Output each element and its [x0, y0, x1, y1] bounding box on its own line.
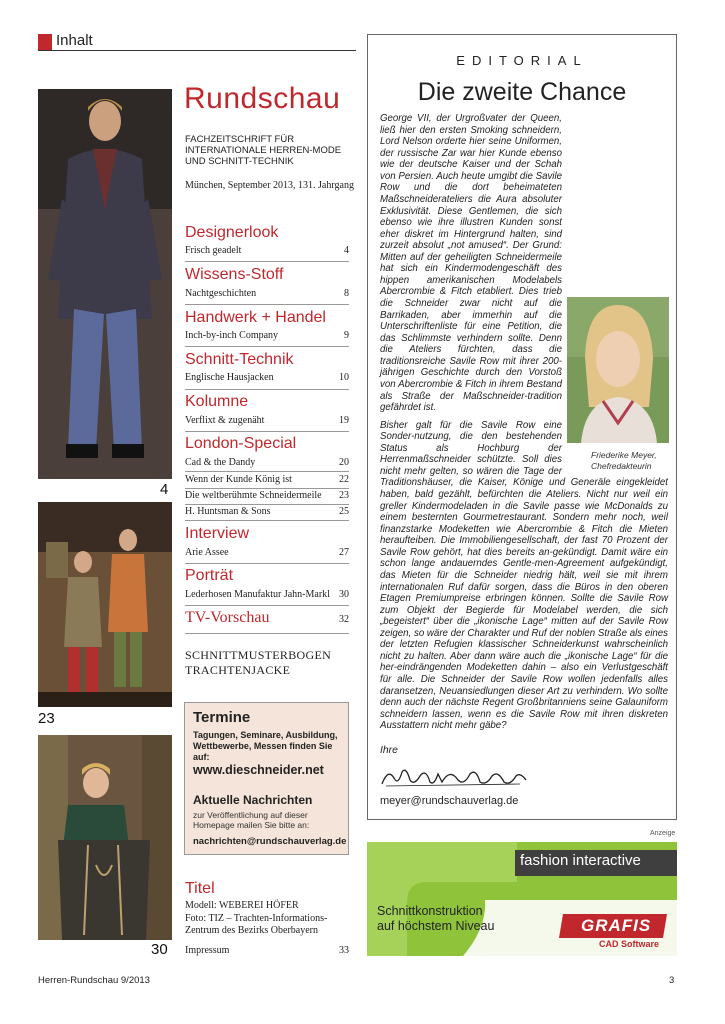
events-website-link[interactable]: www.dieschneider.net	[193, 763, 324, 777]
cover-credit-heading: Titel	[185, 880, 215, 897]
toc-entry[interactable]	[185, 547, 349, 558]
events-heading: Termine	[193, 709, 251, 726]
cover-credit-line: Foto: TIZ – Trachten-Informations-	[185, 912, 328, 924]
advertisement-banner[interactable]	[367, 842, 677, 956]
ad-tagline	[377, 904, 494, 934]
editorial-title: Die zweite Chance	[417, 78, 627, 106]
toc-entry-title: Verflixt & zugenäht	[185, 415, 265, 426]
toc-entry-page: 10	[339, 372, 349, 383]
toc-rule	[185, 261, 349, 262]
footer-publication: Herren-Rundschau 9/2013	[38, 975, 150, 986]
toc-section-heading[interactable]: Porträt	[185, 567, 234, 584]
news-text: zur Veröffentlichung auf dieser Homepage mailen Sie bitte an:	[193, 810, 310, 830]
editor-name: Friederike Meyer,	[591, 450, 657, 460]
toc-entry[interactable]	[185, 457, 349, 468]
editorial-paragraph: Bisher galt für die Savile Row eine Sonder-nutzung, die den bestehenden Status als Hochburg der Herrenmaßschneider schützte. Soll dies nicht mehr gelten, so wären die Tage der Traditionshäuser, die Kaiser, Könige und Generäle eingekleidet haben, bald gezählt, befürchten die Ateliers. Nicht nur weil ein greller Kindermodeladen in die Savile passe wie McDonalds zu einem besternten Gourmetrestaurant. Sondern mehr noch, weil finanzstarke Modeketten wie Abercrombie & Fitch die Mieten heraufteiben. Die Immobiliengesellschaft, der fast 70 Prozent der Savile Row gehört, hat dies bereits an-gekündigt. Damit wäre ein schon lange andauerndes Gentle-men-Agreement aufgekündigt, das Mieten für die Schneider niedrig hält, weil sie mit ihrem internationalen Ruf dafür sorgen, dass die Büros in den oberen Etagen Premiumpreise erbringen können. Sollte die Savile Row zum Objekt der Begierde für Modelabel werden, die sich „begeistert“ über die „ikonische Lage“ mitten auf der Savile Row zeigen, so wäre der Charakter und Ruf der noblen Straße als eines der letzten Refugien klassischer Schneiderkunst wahrscheinlich nicht zu halten. Aber dann wäre auch die „ikonische Lage“ für die her-eindrängenden Modeketten dahin – also ein Verlustgeschäft für alle. Die Schneider der Savile Row wollen jedenfalls alles daransetzen, Neuansiedlungen dieser Art zu verhindern. Wo sollte denn auch der nächste Regent Großbritanniens seine Galauniform schneidern lassen, wenn es die Savile Row mit ihren diskreten Ausstattern nicht mehr gäbe?	[380, 419, 668, 732]
toc-rule	[185, 346, 349, 347]
toc-rule	[185, 488, 349, 489]
toc-entry-title: Wenn der Kunde König ist	[185, 474, 292, 485]
editorial-kicker: EDITORIAL	[456, 53, 588, 68]
toc-entry-page: 8	[344, 288, 349, 299]
editorial-paragraph: George VII, der Urgroßvater der Queen, ließ hier den ersten Smoking schneidern, Lord Nelson orderte hier seine Uniformen, der russische Zar war hier Kunde ebenso wie der deutsche Kaiser und der Schah von Persien. Auch heute umgibt die Savile Row und die dort beheimateten Maßschneiderateliers die Aura absoluter Exklusivität. Diese Gentlemen, die sich ebenso wie ihre illustren Kunden sonst eher diskret im Hintergrund halten, sind zurzeit absolut „not amused“. Der Grund: Mitten auf der geheiligten Schneidermeile hat sich ein Kindermodengeschäft des hippen amerikanischen Modelabels Abercrombie & Fitch etabliert. Dies trieb die Schneider zwar nicht auf die Barrikaden, aber immerhin auf die Unterschriftenliste für eine Petition, die das Schlimmste verhindern sollte. Denn die Ateliers fürchten, dass die traditionsreiche Savile Row mit ihrer 200-jährigen Geschichte durch den Vorstoß von Abercrombie & Fitch in ihrem Bestand als Straße der Maßschneider-tradition gefährdet ist.	[380, 113, 562, 414]
toc-section-heading[interactable]: Schnitt-Technik	[185, 351, 294, 368]
toc-section-heading: TV-Vorschau	[185, 609, 270, 626]
toc-entry-title: Frisch geadelt	[185, 245, 242, 256]
toc-rule	[185, 471, 349, 472]
toc-entry-page: 25	[339, 506, 349, 517]
editorial-closing: Ihre	[380, 745, 398, 756]
photo-page-label: 30	[151, 941, 168, 958]
toc-entry[interactable]	[185, 474, 349, 485]
toc-entry[interactable]	[185, 245, 349, 256]
toc-entry[interactable]	[185, 288, 349, 299]
toc-rule	[185, 304, 349, 305]
toc-entry-page: 23	[339, 490, 349, 501]
toc-entry[interactable]	[185, 415, 349, 426]
toc-entry-page: 30	[339, 589, 349, 600]
cover-credit-line: Zentrum des Bezirks Oberbayern	[185, 925, 319, 936]
toc-entry-title: Inch-by-inch Company	[185, 330, 279, 341]
toc-section-heading[interactable]: Handwerk + Handel	[185, 309, 326, 326]
toc-section-heading[interactable]: London-Special	[185, 435, 297, 452]
pattern-sheet-note[interactable]	[185, 648, 331, 678]
magazine-subtitle: FACHZEITSCHRIFT FÜR INTERNATIONALE HERREN-MODE UND SCHNITT-TECHNIK	[185, 134, 342, 167]
toc-entry[interactable]	[185, 589, 349, 600]
toc-entry-page: 27	[339, 547, 349, 558]
toc-section-heading[interactable]: Wissens-Stoff	[185, 266, 284, 283]
cover-credit-text	[185, 900, 350, 938]
toc-entry-page: 20	[339, 457, 349, 468]
toc-entry-title: Die weltberühmte Schneidermeile	[185, 490, 322, 501]
toc-entry[interactable]	[185, 609, 349, 634]
toc-entry-title: Nachtgeschichten	[185, 288, 257, 299]
toc-entry-page: 22	[339, 474, 349, 485]
events-subheading: Tagungen, Seminare, Ausbildung, Wettbewerbe, Messen finden Sie auf:	[193, 730, 338, 762]
photo-page-label: 23	[38, 710, 55, 727]
editor-caption	[591, 450, 657, 472]
section-label: Inhalt	[56, 32, 93, 49]
toc-entry-title: Englische Hausjacken	[185, 372, 274, 383]
impressum-label: Impressum	[185, 945, 230, 956]
portrait-wrap-spacer	[562, 293, 668, 475]
photo-page-label: 4	[160, 481, 169, 498]
events-box	[184, 702, 349, 855]
toc-entry[interactable]	[185, 506, 349, 517]
toc-entry-title: Cad & the Dandy	[185, 457, 256, 468]
toc-entry-page: 19	[339, 415, 349, 426]
toc-section-heading[interactable]: Designerlook	[185, 224, 279, 241]
toc-entry-title: Lederhosen Manufaktur Jahn-Markl	[185, 589, 330, 600]
toc-entry-title: Arie Assee	[185, 547, 229, 558]
news-email-link[interactable]: nachrichten@rundschauverlag.de	[193, 836, 347, 847]
ad-banner-title: fashion interactive	[520, 852, 641, 869]
toc-rule	[185, 520, 349, 521]
editor-role: Chefredakteurin	[591, 461, 652, 471]
issue-line: München, September 2013, 131. Jahrgang	[185, 180, 354, 191]
toc-entry-page: 9	[344, 330, 349, 341]
toc-section-heading[interactable]: Kolumne	[185, 393, 249, 410]
news-heading: Aktuelle Nachrichten	[193, 793, 313, 807]
toc-rule	[185, 389, 349, 390]
cover-photo-designerlook[interactable]	[38, 89, 172, 479]
editor-email-link[interactable]: meyer@rundschauverlag.de	[380, 795, 519, 807]
toc-rule	[185, 633, 349, 634]
toc-entry-page: 32	[339, 614, 349, 625]
toc-rule	[185, 605, 349, 606]
ad-tagline-line: auf höchstem Niveau	[377, 919, 495, 933]
toc-rule	[185, 431, 349, 432]
toc-entry[interactable]	[185, 490, 349, 501]
toc-section-heading[interactable]: Interview	[185, 525, 250, 542]
editor-signature	[380, 764, 530, 795]
toc-entry-page: 4	[344, 245, 349, 256]
ad-tagline-line: Schnittkonstruktion	[377, 904, 483, 918]
cover-credit-line: Modell: WEBEREI HÖFER	[185, 900, 299, 911]
toc-entry[interactable]	[185, 330, 349, 341]
ad-label: Anzeige	[650, 830, 676, 837]
magazine-title: Rundschau	[184, 82, 341, 115]
impressum-entry[interactable]	[185, 945, 349, 956]
editorial-body	[380, 113, 668, 738]
pattern-sheet-line: TRACHTENJACKE	[185, 663, 291, 677]
cover-photo-portrait[interactable]	[38, 735, 172, 940]
toc-entry-title: H. Huntsman & Sons	[185, 506, 271, 517]
toc-rule	[185, 563, 349, 564]
header-rule	[38, 50, 356, 51]
footer-page-number: 3	[669, 975, 675, 986]
section-marker	[38, 34, 52, 50]
impressum-page: 33	[339, 945, 349, 956]
cover-photo-london[interactable]	[38, 502, 172, 707]
ad-brand-logo: GRAFIS	[581, 916, 652, 935]
toc-entry[interactable]	[185, 372, 349, 383]
pattern-sheet-line: SCHNITTMUSTERBOGEN	[185, 648, 332, 662]
toc-rule	[185, 504, 349, 505]
ad-brand-sub: CAD Software	[599, 939, 660, 949]
